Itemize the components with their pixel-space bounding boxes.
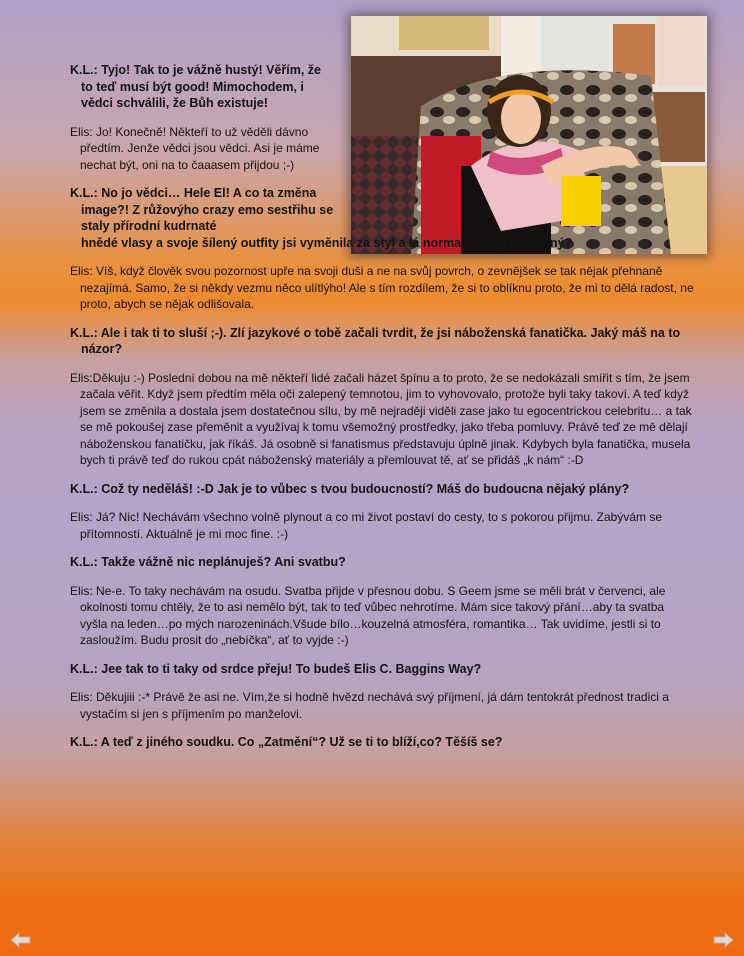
answer-paragraph: Elis: Ne-e. To taky nechávám na osudu. Svatba přijde v přesnou dobu. S Geem jsme se měli brát v červenci, ale okolnosti tomu chtěly, že to asi nemělo být, tak to teď vůbec nehrotíme. Mám sice takový přání…aby ta svatba vyšla na leden…po mých narozeninách.Všude bílo…kouzelná atmosféra, romantika… Tak uvidíme, jestli si to zasloužím. Budu prosit do „nebíčka“, ať to vyjde :-) (70, 583, 666, 647)
arrow-right-icon (712, 932, 734, 948)
question-paragraph (70, 185, 694, 251)
answer-paragraph: Elis: Víš, když člověk svou pozornost upře na svoji duši a ne na svůj povrch, o zevnějšek se tak nějak přehnaně nezajímá. Samo, že si někdy vezmu něco ulítlýho! Ale s tím rozdílem, že si to oblíknu proto, že mi to dělá radost, ne proto, abych se nějak odlišovala. (70, 264, 694, 311)
question-paragraph: K.L.: Ale i tak ti to sluší ;-). Zlí jazykové o tobě začali tvrdit, že jsi náboženská fanatička. Jaký máš na to názor? (70, 325, 681, 356)
question-paragraph: K.L.: Jee tak to ti taky od srdce přeju! To budeš Elis C. Baggins Way? (70, 661, 482, 676)
arrow-left-icon (10, 932, 32, 948)
answer-paragraph: Elis: Děkujiii :-* Právě že asi ne. Vím,že si hodně hvězd nechává svý příjmení, já dám tentokrát přednost tradici a vystačím si jen s příjmením po manželovi. (70, 690, 669, 721)
question-paragraph: K.L.: Tyjo! Tak to je vážně hustý! Věřím, že to teď musí být good! Mimochodem, i vědci schválili, že Bůh existuje! (70, 63, 321, 110)
question-paragraph: K.L.: A teď z jiného soudku. Co „Zatmění“? Už se ti to blíží,co? Těšíš se? (70, 735, 503, 749)
question-paragraph: K.L.: Takže vážně nic neplánuješ? Ani svatbu? (70, 555, 346, 569)
answer-paragraph: Elis: Jo! Konečně! Někteří to už věděli dávno předtím. Jenže vědci jsou vědci. Asi je máme nechat být, oni na to čaaasem přijdou ;-) (70, 124, 320, 172)
answer-paragraph: Elis: Já? Nic! Nechávám všechno volně plynout a co mi život postaví do cesty, to s pokorou přijmu. Zabývám se přítomností. Aktuálně je mi moc fine. :-) (70, 510, 663, 541)
question-text-wrapped: K.L.: No jo vědci… Hele El! A co ta změna image?! Z růžovýho crazy emo sestřihu se staly přírodní kudrnaté (70, 186, 334, 233)
next-page-button[interactable] (712, 932, 734, 948)
answer-paragraph: Elis:Děkuju :-) Poslední dobou na mě někteří lidé začali házet špínu a to proto, že se nedokázali smířit s tím, že jsem začala věřit. Když jsem předtím měla oči zalepený temnotou, jim to vyhovovalo, protože byli taky takoví. A teď když jsem se změnila a dostala jsem dostatečnou sílu, by mě nejraději viděli zase jako tu egocentrickou celebritu… a tak se mě pokoušej zase přeměnit a využívaj k tomu všemožný prostředky, jako třeba pomluvy. Právě teď ze mě dělají náboženskou fanatičku, jak říkáš. Já osobně si fanatismus představuju úplně jinak. Kdybych byla fanatička, musela bych ti právě teď do rukou cpát náboženský materiály a přemlouvat tě, ať se přidáš „k nám“ :-D (70, 370, 692, 467)
question-paragraph: K.L.: Což ty neděláš! :-D Jak je to vůbec s tvou budoucností? Máš do budoucna nějaký plány? (70, 481, 630, 496)
prev-page-button[interactable] (10, 932, 32, 948)
question-text-rest: hnědé vlasy a svoje šílený outfity jsi vyměnila za styl a lá normal. Jak je to možný? (81, 235, 573, 250)
interview-text (70, 62, 694, 763)
